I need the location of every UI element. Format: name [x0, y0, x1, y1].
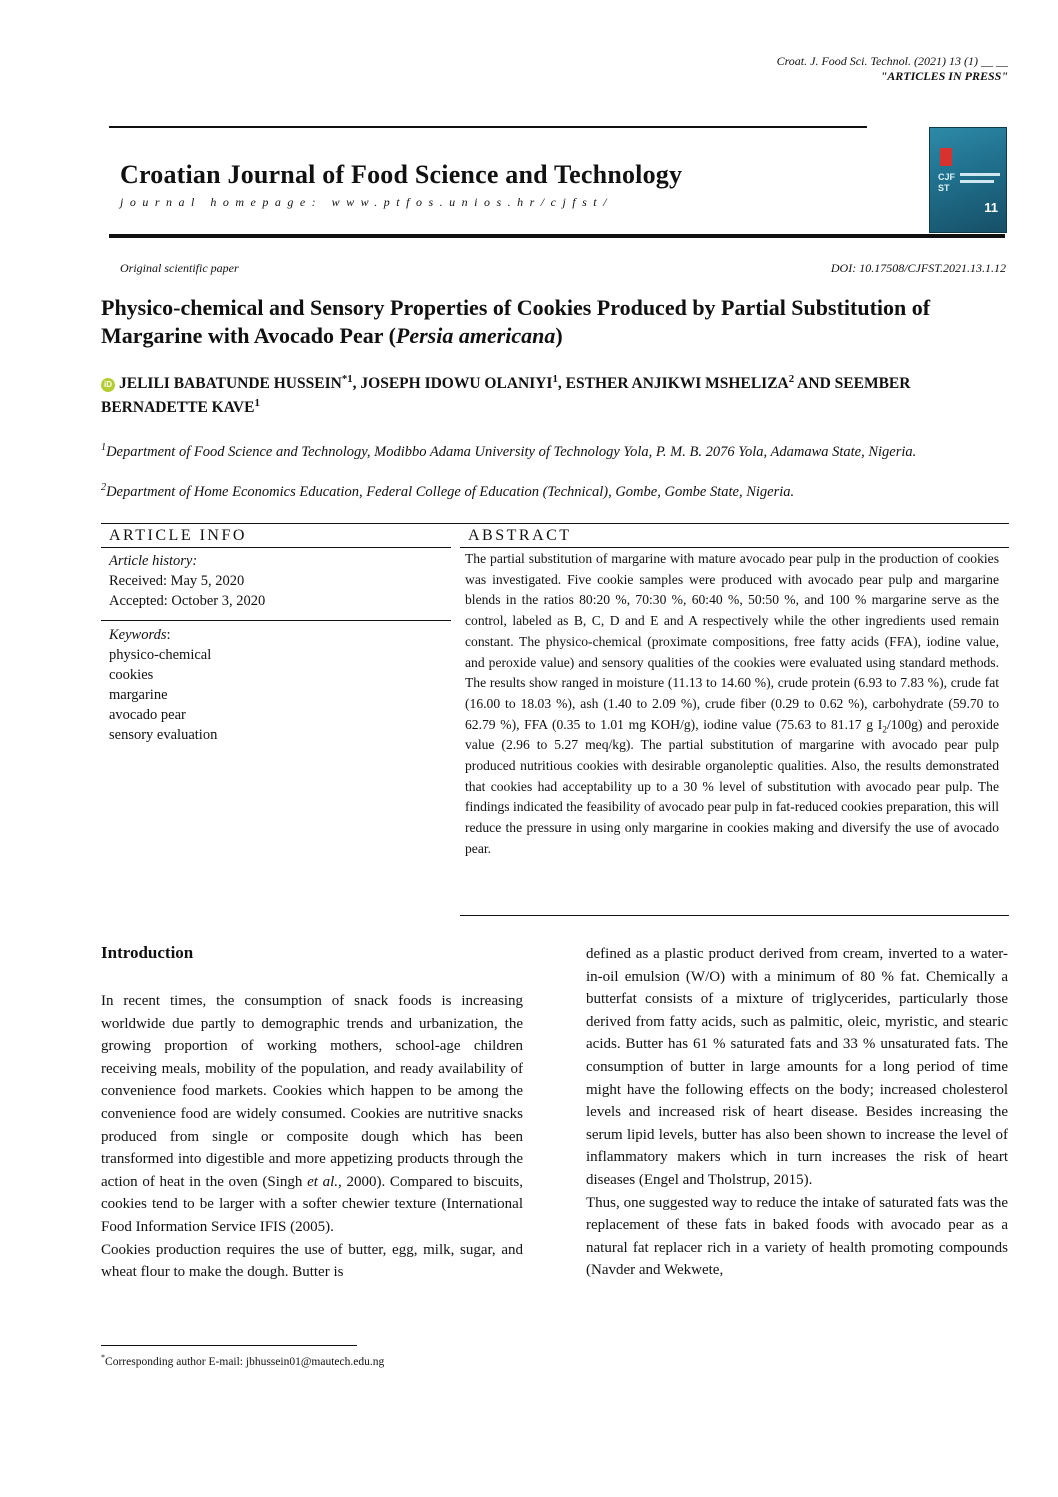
paper-type: Original scientific paper: [120, 261, 239, 275]
author-affiliation-mark: 1: [552, 372, 558, 385]
affiliation-1: $^1$Department of Food Science and Technology, Modibbo Adama University of Technology Yola, P. M. B. 2076 Yola, Adamawa State, Nigeria.: [101, 442, 917, 460]
keywords-rule: [101, 620, 451, 621]
keyword: physico-chemical: [109, 647, 212, 663]
intro-right-column: [586, 943, 1008, 1282]
cover-text-line: [960, 173, 1000, 176]
journal-citation: Croat. J. Food Sci. Technol. (2021) 13 (1) __ __: [776, 54, 1008, 68]
doi[interactable]: DOI: 10.17508/CJFST.2021.13.1.12: [830, 261, 1006, 275]
cover-number: 11: [984, 200, 998, 215]
intro-paragraph: In recent times, the consumption of snack foods is increasing worldwide due partly to demographic trends and urbanization, the growing proportion of working mothers, school-age children receiving meals, mobility of the population, and ready availability of convenience food markets. Cookies which happen to be among the convenience food are widely consumed. Cookies are nutritive snacks produced from single or composite dough which has been transformed into digestible and more appetizing products through the action of heat in the oven (Singh et al., 2000). Compared to biscuits, cookies tend to be larger with a softer chewier texture (International Food Information Service IFIS (2005).: [101, 993, 523, 1235]
keywords: Keywords: physico-chemical cookies margarine avocado pear sensory evaluation: [109, 627, 218, 743]
author-list: iD JELILI BABATUNDE HUSSEIN$^{*1}$, JOSEPH IDOWU OLANIYI$^1$, ESTHER ANJIKWI MSHELIZA$^2$ AND SEEMBER BERNADETTE KAVE$^1$: [101, 372, 911, 416]
info-rule: [101, 547, 451, 548]
article-history: [109, 551, 265, 611]
introduction-heading: Introduction: [101, 943, 194, 962]
journal-homepage[interactable]: journal homepage: www.ptfos.unios.hr/cjfst/: [120, 195, 613, 209]
corresponding-author-footnote: *Corresponding author E-mail: jbhussein01@mautech.edu.ng: [101, 1353, 385, 1368]
journal-cover-image: [930, 128, 1006, 232]
author-name: JELILI BABATUNDE HUSSEIN: [119, 375, 342, 392]
received-date: Received: May 5, 2020: [109, 573, 245, 589]
author-name: ESTHER ANJIKWI MSHELIZA: [565, 375, 789, 392]
footnote-rule: [101, 1345, 357, 1346]
author-affiliation-mark: *1: [341, 372, 353, 385]
info-rule-top: [101, 523, 1009, 524]
keyword: cookies: [109, 667, 154, 683]
cover-text-line: [960, 180, 994, 183]
paper-title: [101, 294, 1021, 350]
title-species: Persia americana: [395, 323, 556, 348]
accepted-date: Accepted: October 3, 2020: [109, 593, 266, 609]
cover-label: CJFST: [938, 172, 956, 193]
keywords-label: Keywords: [109, 627, 167, 643]
header-rule-bottom: [109, 234, 1005, 238]
author-name: JOSEPH IDOWU OLANIYI: [360, 375, 553, 392]
affiliation-2: $^2$Department of Home Economics Education, Federal College of Education (Technical), Gombe, Gombe State, Nigeria.: [101, 482, 795, 500]
article-status: "ARTICLES IN PRESS": [880, 69, 1008, 83]
article-info-heading: ARTICLE INFO: [109, 527, 247, 544]
author-affiliation-mark: 1: [254, 396, 260, 409]
keyword: margarine: [109, 687, 168, 703]
journal-title: Croatian Journal of Food Science and Technology: [120, 160, 683, 189]
intro-paragraph: Cookies production requires the use of butter, egg, milk, sugar, and wheat flour to make the dough. Butter is: [101, 1241, 523, 1281]
keyword: sensory evaluation: [109, 727, 218, 743]
orcid-icon[interactable]: iD: [101, 378, 115, 392]
title-main: Physico-chemical and Sensory Properties of Cookies Produced by Partial Substitution of Margarine with Avocado Pear (: [101, 295, 931, 348]
intro-left-column: [101, 990, 523, 1284]
running-header: [777, 54, 1008, 84]
author-affiliation-mark: 2: [788, 372, 795, 385]
abstract-text: The partial substitution of margarine with mature avocado pear pulp in the production of cookies was investigated. Five cookie samples were produced with avocado pear pulp and margarine blends in the ratios 80:20 %, 70:30 %, 60:40 %, 50:50 %, and 100 % margarine serve as the control, labeled as B, C, D and E and A respectively while the other ingredients used remain constant. The physico-chemical (proximate compositions, free fatty acids (FFA), iodine value, and peroxide value) and sensory qualities of the cookies were evaluated using standard methods. The results show ranged in moisture (11.13 to 14.60 %), crude protein (6.93 to 7.83 %), crude fat (16.00 to 18.03 %), ash (1.40 to 2.09 %), crude fiber (0.29 to 0.62 %), carbohydrate (59.70 to 62.79 %), FFA (0.35 to 1.01 mg KOH/g), iodine value (75.63 to 81.17 g $I_2/100g$) and peroxide value (2.96 to 5.27 meq/kg). The partial substitution of margarine with avocado pear pulp produced nutritious cookies with desirable organoleptic qualities. Also, the results demonstrated that cookies had acceptability up to a 30 % level of substitution with avocado pear pulp. The findings indicated the feasibility of avocado pear pulp in fat-reduced cookies preparation, this will reduce the pressure in using only margarine in cookies making and diversify the use of avocado pear.: [465, 551, 999, 856]
intro-paragraph: defined as a plastic product derived from cream, inverted to a water-in-oil emulsion (W/O) with a minimum of 80 % fat. Chemically a butterfat consists of a mixture of triglycerides, particularly those derived from fatty acids, such as palmitic, oleic, myristic, and stearic acids. Butter has 61 % saturated fats and 33 % unsaturated fats. The consumption of butter in large amounts for a long period of time might have the following effects on the body; increased cholesterol levels and increased risk of heart disease. Besides increasing the serum lipid levels, butter has also been shown to increase the level of inflammatory makers which in turn increases the risk of heart diseases (Engel and Tholstrup, 2015).: [586, 946, 1008, 1188]
intro-paragraph: Thus, one suggested way to reduce the intake of saturated fats was the replacement of these fats in baked foods with avocado pear as a natural fat replacer rich in a variety of health promoting compounds (Navder and Wekwete,: [586, 1194, 1008, 1279]
abstract-rule-bottom: [460, 915, 1009, 916]
title-close: ): [555, 323, 563, 348]
cover-accent: [940, 148, 952, 166]
header-rule-top: [109, 126, 867, 128]
history-label: Article history:: [109, 553, 198, 569]
keyword: avocado pear: [109, 707, 186, 723]
abstract-rule: [460, 547, 1009, 548]
author-name: SEEMBER BERNADETTE KAVE: [101, 375, 911, 416]
abstract-heading: ABSTRACT: [468, 527, 572, 544]
